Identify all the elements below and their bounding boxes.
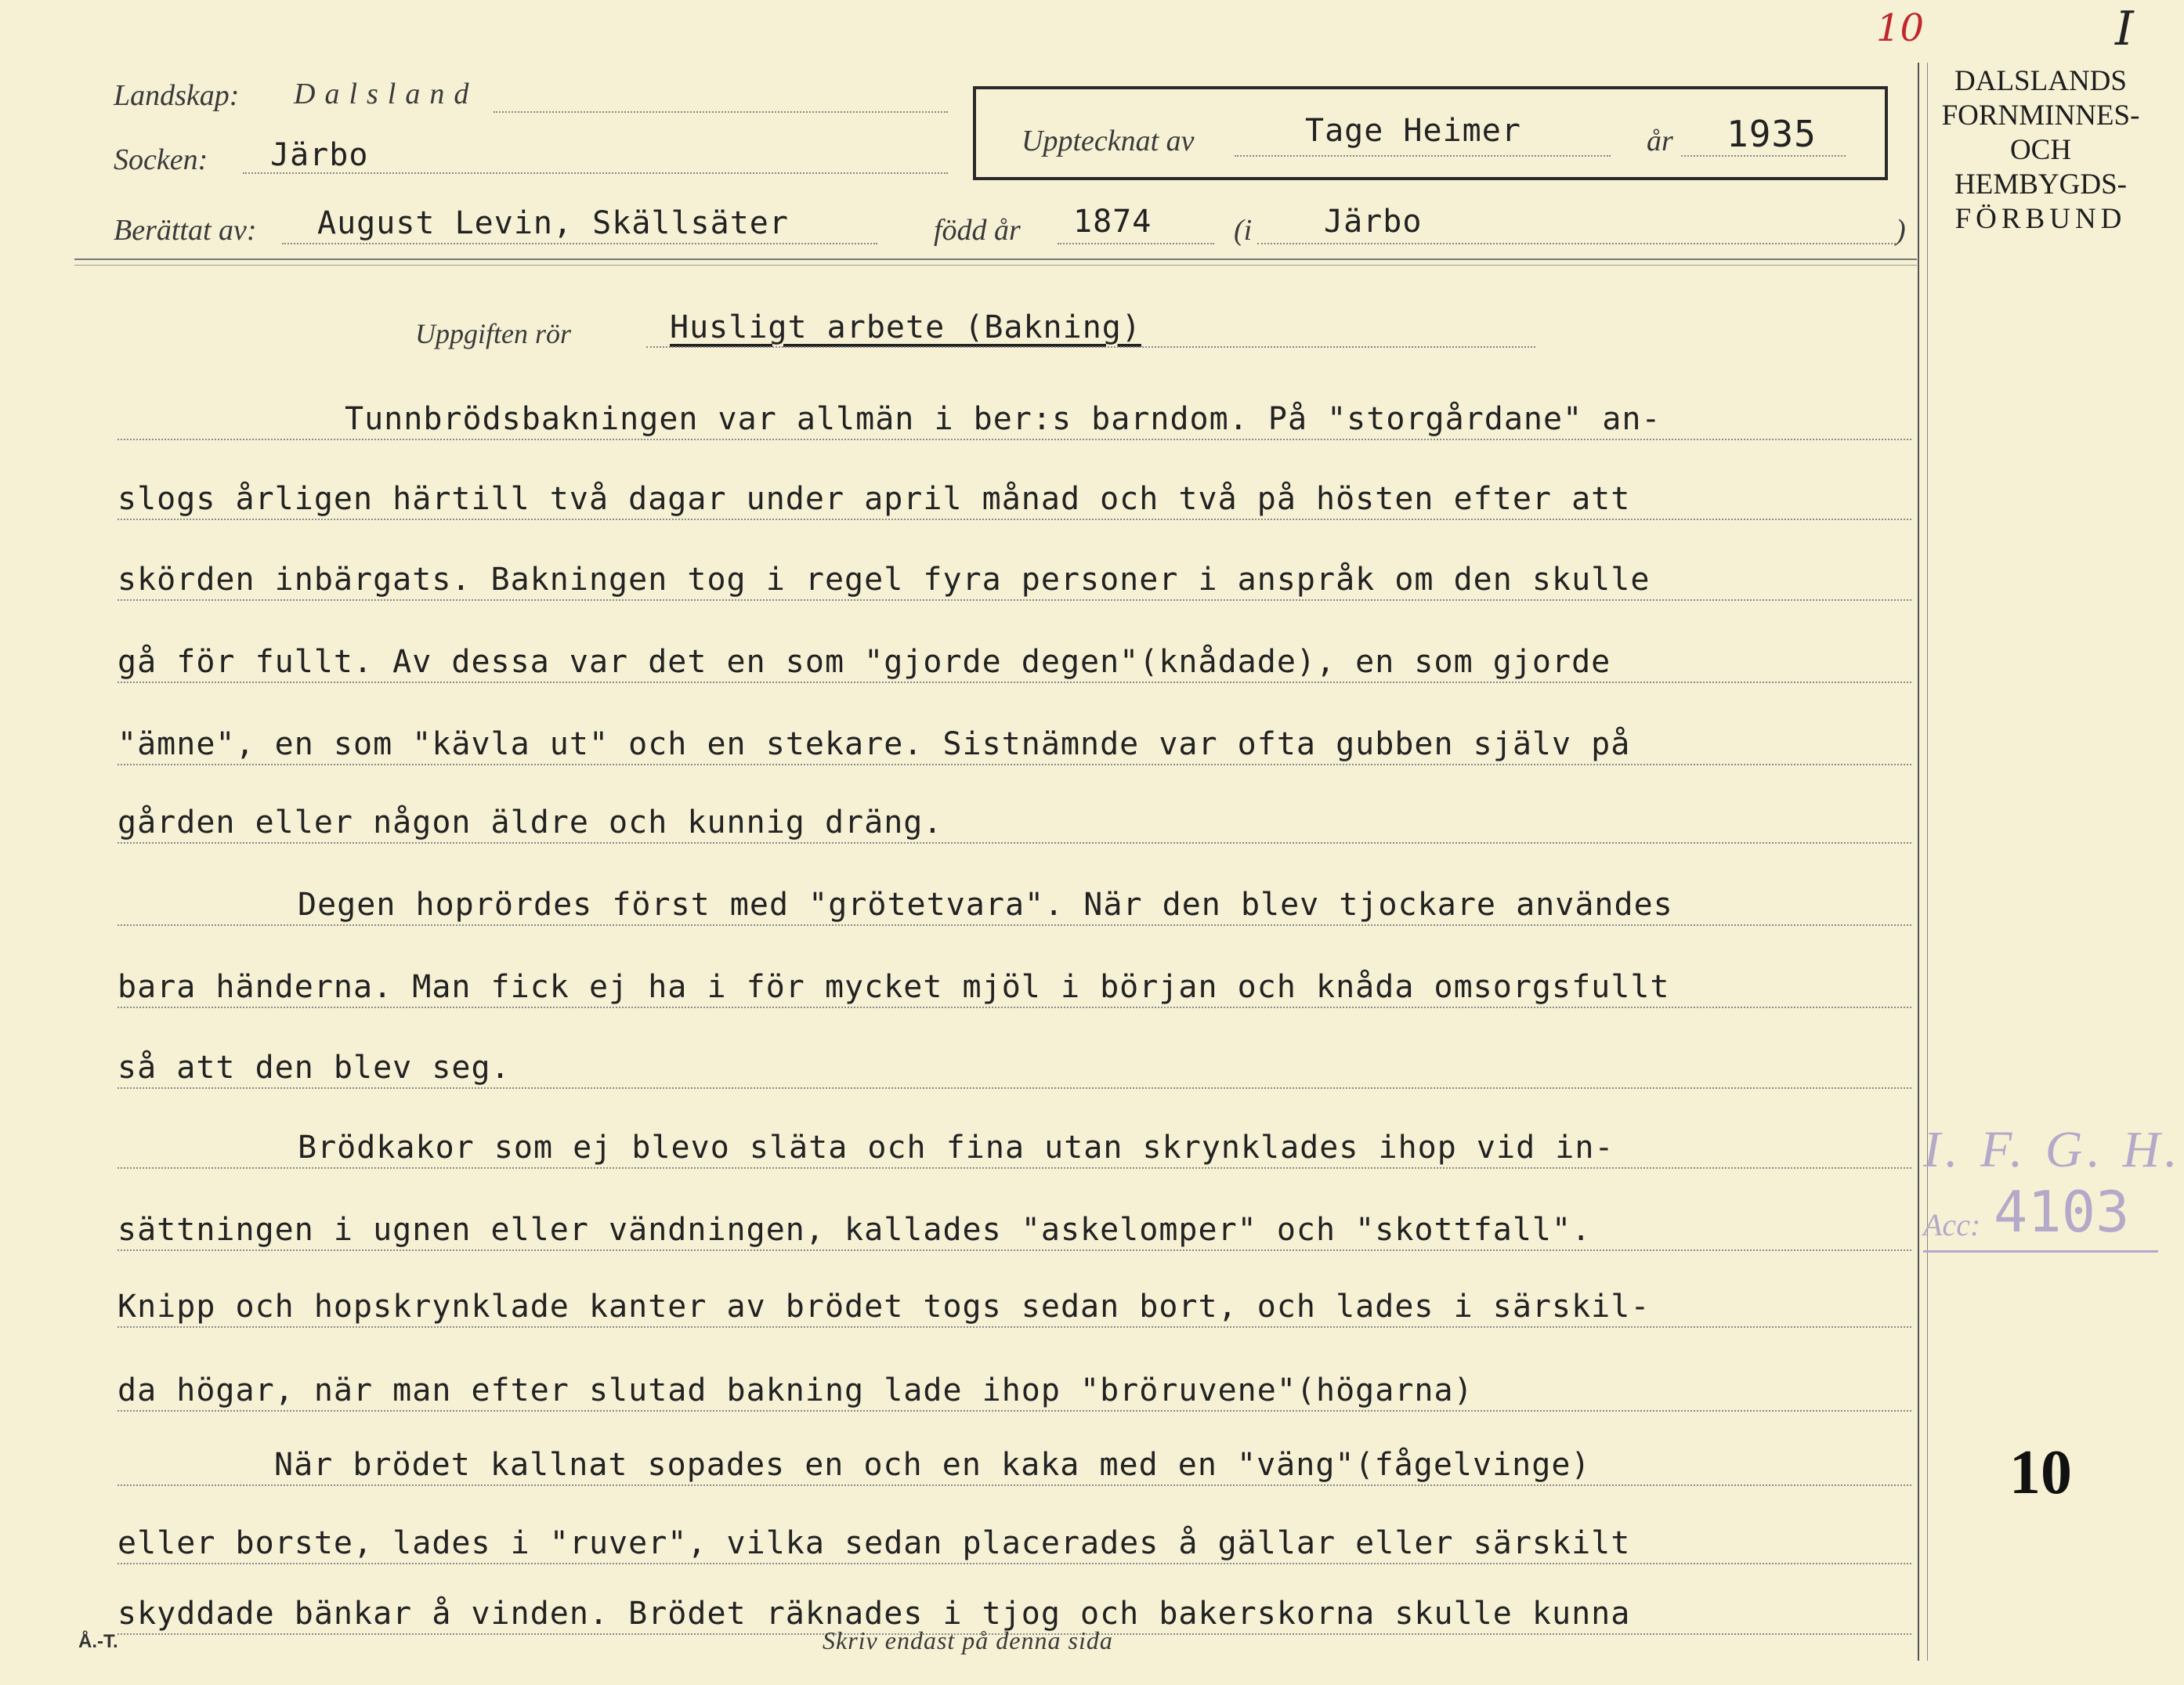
recorder-name-line bbox=[1235, 155, 1611, 157]
body-line-4: gå för fullt. Av dessa var det en som "gjorde degen"(knådade), en som gjorde bbox=[118, 627, 1911, 691]
right-margin-rule bbox=[1918, 63, 1919, 1661]
org-name bbox=[1923, 64, 2158, 237]
recorder-box bbox=[973, 86, 1888, 180]
body-line-13: da högar, när man efter slutad bakning lade ihop "bröruvene"(högarna) bbox=[118, 1355, 1911, 1419]
stamp-initials: I. F. G. H. bbox=[1923, 1121, 2182, 1178]
roman-numeral-mark: I bbox=[2115, 2, 2134, 56]
fodd-line bbox=[1058, 243, 1214, 244]
ar-label: år bbox=[1647, 125, 1673, 157]
header-separator-2 bbox=[74, 265, 1917, 266]
footer-code: Å.-T. bbox=[78, 1631, 118, 1652]
socken-value: Järbo bbox=[270, 137, 369, 173]
berattat-label: Berättat av: bbox=[114, 214, 257, 247]
body-line-16: skyddade bänkar å vinden. Brödet räknades i tjog och bakerskorna skulle kunna bbox=[118, 1578, 1911, 1643]
i-close: ) bbox=[1896, 214, 1906, 247]
topic-label: Uppgiften rör bbox=[415, 318, 572, 349]
body-line-2: slogs årligen härtill två dagar under april månad och två på hösten efter att bbox=[118, 464, 1911, 528]
berattat-line bbox=[282, 243, 877, 244]
body-line-6: gården eller någon äldre och kunnig dräng. bbox=[118, 787, 1911, 852]
body-line-9: så att den blev seg. bbox=[118, 1032, 1911, 1097]
landskap-label: Landskap: bbox=[114, 79, 240, 112]
recorder-name: Tage Heimer bbox=[1305, 113, 1521, 149]
landskap-line bbox=[494, 111, 948, 113]
right-margin-rule-2 bbox=[1927, 63, 1928, 1661]
body-line-15: eller borste, lades i "ruver", vilka sedan placerades å gällar eller särskilt bbox=[118, 1508, 1911, 1572]
page-number: 10 bbox=[2009, 1438, 2072, 1507]
stamp-acc-number: 4103 bbox=[1994, 1179, 2130, 1245]
header-separator bbox=[74, 259, 1917, 260]
fodd-label: född år bbox=[934, 214, 1021, 247]
body-line-12: Knipp och hopskrynklade kanter av brödet togs sedan bort, och lades i särskil- bbox=[118, 1271, 1911, 1336]
body-line-8: bara händerna. Man fick ej ha i för mycket mjöl i början och knåda omsorgsfullt bbox=[118, 952, 1911, 1016]
org-line-1: DALSLANDS bbox=[1954, 65, 2127, 97]
i-label: (i bbox=[1234, 214, 1253, 247]
body-line-7: Degen hoprördes först med "grötetvara". När den blev tjockare användes bbox=[118, 870, 1911, 934]
fodd-value: 1874 bbox=[1073, 204, 1152, 240]
body-line-10: Brödkakor som ej blevo släta och fina utan skrynklades ihop vid in- bbox=[118, 1112, 1911, 1177]
body-line-1: Tunnbrödsbakningen var allmän i ber:s barndom. På "storgårdane" an- bbox=[118, 384, 1911, 448]
recorder-year: 1935 bbox=[1727, 113, 1817, 155]
i-value: Järbo bbox=[1324, 204, 1423, 240]
stamp-underline bbox=[1923, 1250, 2158, 1253]
berattat-value: August Levin, Skällsäter bbox=[317, 205, 789, 241]
socken-label: Socken: bbox=[114, 143, 208, 176]
body-line-14: När brödet kallnat sopades en och en kaka med en "väng"(fågelvinge) bbox=[118, 1430, 1911, 1494]
topic-value: Husligt arbete (Bakning) bbox=[670, 309, 1141, 345]
org-line-2: FORNMINNES- bbox=[1941, 99, 2140, 132]
landskap-value: Dalsland bbox=[294, 78, 479, 110]
topic-line bbox=[646, 346, 1535, 348]
org-line-5: FÖRBUND bbox=[1954, 203, 2127, 235]
body-line-5: "ämne", en som "kävla ut" och en stekare. Sistnämnde var ofta gubben själv på bbox=[118, 709, 1911, 773]
i-line bbox=[1257, 243, 1896, 244]
footer-instruction: Skriv endast på denna sida bbox=[823, 1626, 1113, 1654]
socken-line bbox=[243, 172, 948, 174]
stamp-acc-label: Acc: bbox=[1923, 1207, 1981, 1242]
body-line-3: skörden inbärgats. Bakningen tog i regel fyra personer i anspråk om den skulle bbox=[118, 544, 1911, 609]
org-line-3: OCH bbox=[2009, 134, 2072, 166]
recorder-year-line bbox=[1681, 155, 1846, 157]
org-line-4: HEMBYGDS- bbox=[1954, 168, 2127, 201]
uppteckn-label: Upptecknat av bbox=[1021, 125, 1195, 157]
red-number-mark: 10 bbox=[1876, 6, 1925, 50]
body-line-11: sättningen i ugnen eller vändningen, kallades "askelomper" och "skottfall". bbox=[118, 1195, 1911, 1259]
